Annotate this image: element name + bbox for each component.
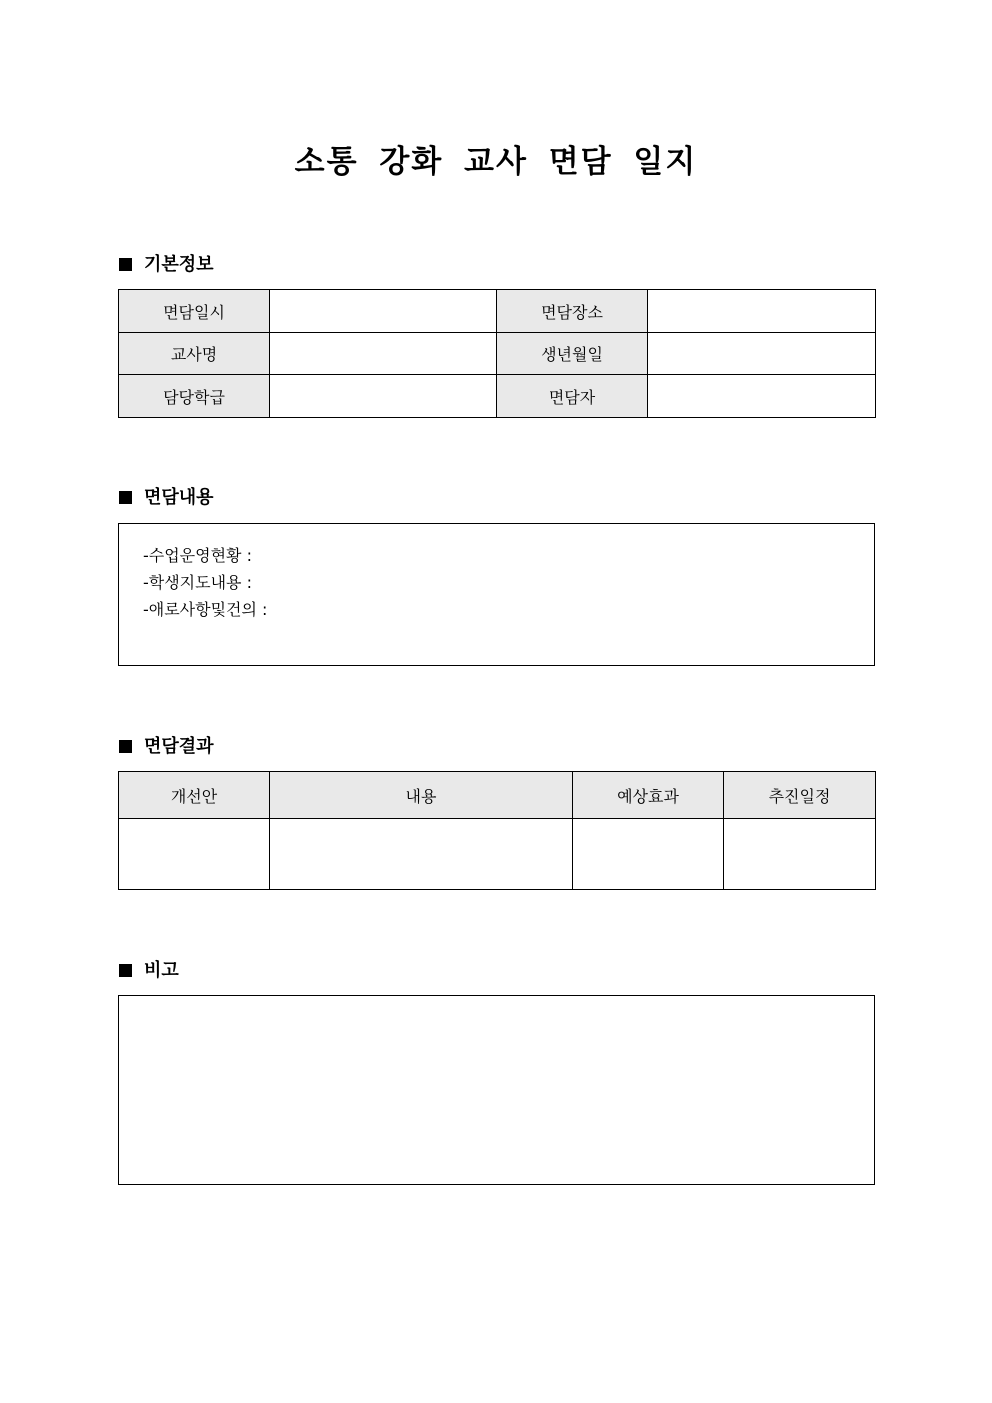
remarks-box[interactable] — [118, 995, 875, 1185]
interview-content-lines — [143, 542, 267, 623]
square-bullet-icon — [119, 258, 132, 271]
section-heading-remarks — [119, 959, 179, 983]
square-bullet-icon — [119, 964, 132, 977]
interview-location-label: 면담장소 — [497, 290, 648, 333]
section-heading-label: 면담내용 — [144, 487, 214, 508]
column-header-content: 내용 — [270, 772, 573, 819]
schedule-field[interactable] — [724, 819, 876, 890]
table-row — [119, 333, 876, 375]
interview-datetime-label: 면담일시 — [119, 290, 270, 333]
birth-date-field[interactable] — [648, 333, 876, 375]
student-guidance-line: -학생지도내용 : — [143, 573, 252, 592]
section-heading-basic-info — [119, 253, 214, 277]
column-header-schedule: 추진일정 — [724, 772, 876, 819]
interviewer-label: 면담자 — [497, 375, 648, 418]
section-heading-interview-content — [119, 486, 214, 510]
table-header-row — [119, 772, 876, 819]
table-row — [119, 375, 876, 418]
section-heading-label: 면담결과 — [144, 736, 214, 757]
table-row — [119, 290, 876, 333]
content-field[interactable] — [270, 819, 573, 890]
class-operation-status-line: -수업운영현황 : — [143, 546, 252, 565]
interview-datetime-field[interactable] — [270, 290, 497, 333]
difficulties-suggestions-line: -애로사항및건의 : — [143, 600, 268, 619]
square-bullet-icon — [119, 740, 132, 753]
section-heading-label: 비고 — [144, 960, 179, 981]
class-in-charge-label: 담당학급 — [119, 375, 270, 418]
teacher-name-field[interactable] — [270, 333, 497, 375]
interview-result-table — [118, 771, 876, 890]
section-heading-interview-result — [119, 735, 214, 759]
teacher-name-label: 교사명 — [119, 333, 270, 375]
interview-content-box[interactable] — [118, 523, 875, 666]
column-header-improvement: 개선안 — [119, 772, 270, 819]
square-bullet-icon — [119, 491, 132, 504]
section-heading-label: 기본정보 — [144, 254, 214, 275]
improvement-field[interactable] — [119, 819, 270, 890]
basic-info-table — [118, 289, 876, 418]
birth-date-label: 생년월일 — [497, 333, 648, 375]
table-row — [119, 819, 876, 890]
interviewer-field[interactable] — [648, 375, 876, 418]
column-header-expected-effect: 예상효과 — [573, 772, 724, 819]
page-title: 소통 강화 교사 면담 일지 — [294, 144, 698, 180]
interview-location-field[interactable] — [648, 290, 876, 333]
class-in-charge-field[interactable] — [270, 375, 497, 418]
expected-effect-field[interactable] — [573, 819, 724, 890]
